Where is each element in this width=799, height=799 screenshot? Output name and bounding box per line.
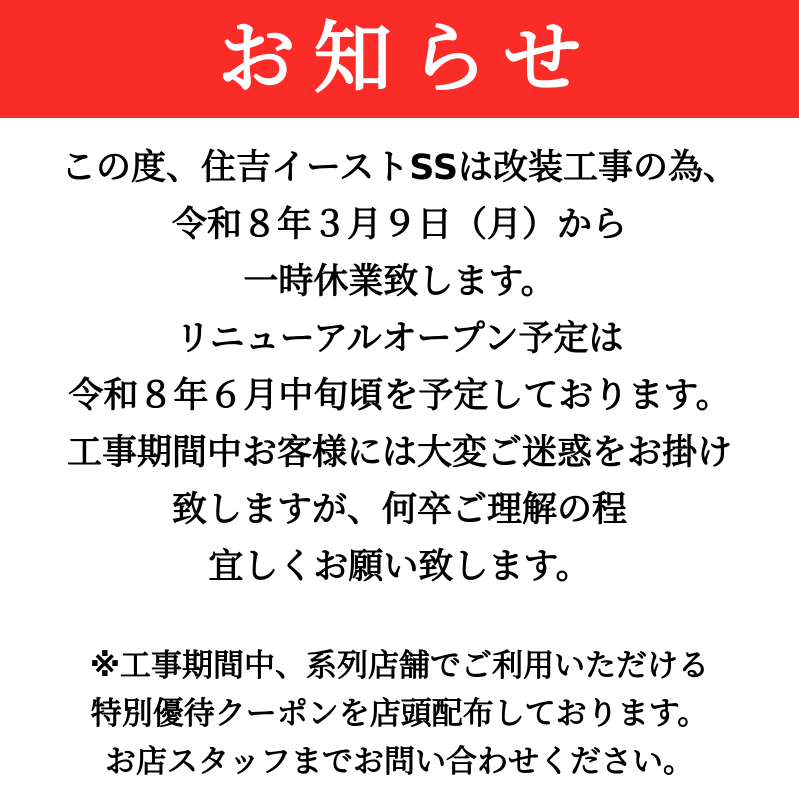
main-message-line: 工事期間中お客様には大変ご迷惑をお掛け (66, 433, 732, 473)
notice-body (0, 118, 799, 786)
main-message-line: リニューアルオープン予定は (175, 319, 624, 359)
main-message-line: 致しますが、何卒ご理解の程 (171, 490, 627, 530)
main-message-line: 令和８年３月９日（月）から (171, 205, 627, 245)
note-block (14, 642, 785, 786)
page-title: お知らせ (217, 14, 600, 104)
main-message-line: 宜しくお願い致します。 (208, 547, 591, 587)
main-message-line: 一時休業致します。 (243, 262, 556, 302)
note-line: ※工事期間中、系列店舗でご利用いただける (89, 648, 710, 684)
header-banner (0, 0, 799, 118)
note-line: お店スタッフまでお問い合わせください。 (105, 744, 694, 780)
main-message-line: 令和８年６月中旬頃を予定しております。 (68, 376, 731, 416)
note-line: 特別優待クーポンを店頭配布しております。 (90, 696, 709, 732)
main-message-line: この度、住吉イーストSSは改装工事の為、 (60, 148, 739, 188)
main-message-block (14, 140, 785, 596)
